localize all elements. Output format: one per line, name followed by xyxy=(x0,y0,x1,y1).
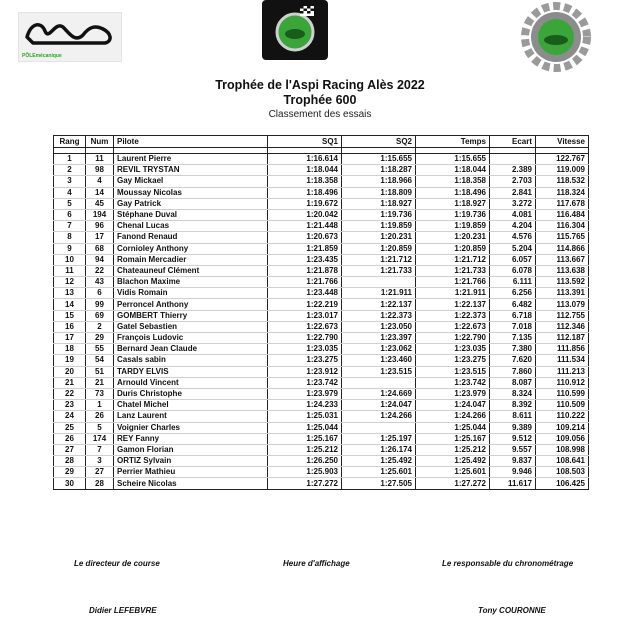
results-table xyxy=(53,135,589,490)
cell-pilote: Fanond Renaud xyxy=(114,232,268,243)
cell-temps: 1:24.047 xyxy=(416,400,490,411)
cell-pilote: Duris Christophe xyxy=(114,388,268,399)
cell-sq1: 1:23.275 xyxy=(268,355,342,366)
cell-vitesse: 108.998 xyxy=(536,444,589,455)
cell-sq1: 1:23.979 xyxy=(268,388,342,399)
cell-sq1: 1:25.031 xyxy=(268,411,342,422)
cell-num: 94 xyxy=(86,254,114,265)
cell-sq2: 1:27.505 xyxy=(342,478,416,489)
table-row xyxy=(54,355,589,366)
cell-num: 4 xyxy=(86,176,114,187)
cell-ecart: 11.617 xyxy=(490,478,536,489)
table-row xyxy=(54,366,589,377)
cell-vitesse: 106.425 xyxy=(536,478,589,489)
table-header-row xyxy=(54,136,589,148)
cell-vitesse: 112.346 xyxy=(536,321,589,332)
cell-sq1: 1:19.672 xyxy=(268,198,342,209)
cell-sq1: 1:20.042 xyxy=(268,209,342,220)
cell-temps: 1:21.712 xyxy=(416,254,490,265)
cell-rang: 23 xyxy=(54,400,86,411)
cell-ecart: 8.392 xyxy=(490,400,536,411)
cell-vitesse: 122.767 xyxy=(536,154,589,165)
cell-pilote: Gay Patrick xyxy=(114,198,268,209)
cell-rang: 28 xyxy=(54,456,86,467)
col-header-sq1: SQ1 xyxy=(268,136,342,148)
cell-sq1: 1:23.017 xyxy=(268,310,342,321)
cell-num: 194 xyxy=(86,209,114,220)
cell-sq1: 1:18.496 xyxy=(268,187,342,198)
cell-ecart: 4.081 xyxy=(490,209,536,220)
section-title: Classement des essais xyxy=(268,109,372,120)
cell-ecart: 2.703 xyxy=(490,176,536,187)
cell-pilote: Laurent Pierre xyxy=(114,154,268,165)
col-header-ecart: Ecart xyxy=(490,136,536,148)
cell-sq1: 1:21.448 xyxy=(268,221,342,232)
cell-pilote: ORTIZ Sylvain xyxy=(114,456,268,467)
table-row xyxy=(54,277,589,288)
cell-ecart: 9.512 xyxy=(490,433,536,444)
col-header-rang: Rang xyxy=(54,136,86,148)
table-row xyxy=(54,165,589,176)
cell-temps: 1:22.790 xyxy=(416,333,490,344)
cell-sq1: 1:23.912 xyxy=(268,366,342,377)
cell-sq2: 1:21.712 xyxy=(342,254,416,265)
cell-vitesse: 108.503 xyxy=(536,467,589,478)
cell-pilote: Cornioley Anthony xyxy=(114,243,268,254)
cell-sq2: 1:22.373 xyxy=(342,310,416,321)
cell-num: 98 xyxy=(86,165,114,176)
cell-num: 55 xyxy=(86,344,114,355)
table-row xyxy=(54,411,589,422)
cell-rang: 26 xyxy=(54,433,86,444)
cell-temps: 1:21.766 xyxy=(416,277,490,288)
cell-rang: 3 xyxy=(54,176,86,187)
cell-num: 2 xyxy=(86,321,114,332)
cell-ecart: 8.611 xyxy=(490,411,536,422)
cell-sq2 xyxy=(342,277,416,288)
cell-sq1: 1:21.859 xyxy=(268,243,342,254)
table-row xyxy=(54,388,589,399)
cell-rang: 21 xyxy=(54,377,86,388)
cell-sq1: 1:16.614 xyxy=(268,154,342,165)
cell-sq2: 1:23.397 xyxy=(342,333,416,344)
cell-rang: 12 xyxy=(54,277,86,288)
cell-num: 45 xyxy=(86,198,114,209)
cell-pilote: REVIL TRYSTAN xyxy=(114,165,268,176)
cell-sq2: 1:25.197 xyxy=(342,433,416,444)
cell-sq1: 1:23.742 xyxy=(268,377,342,388)
cell-num: 3 xyxy=(86,456,114,467)
track-outline-icon xyxy=(23,17,117,49)
cell-sq1: 1:23.435 xyxy=(268,254,342,265)
cell-ecart: 7.135 xyxy=(490,333,536,344)
cell-sq2 xyxy=(342,377,416,388)
col-header-vitesse: Vitesse xyxy=(536,136,589,148)
cell-sq2: 1:24.266 xyxy=(342,411,416,422)
cell-ecart: 7.620 xyxy=(490,355,536,366)
cell-pilote: Voignier Charles xyxy=(114,422,268,433)
gear-icon xyxy=(521,2,591,72)
cell-pilote: Casals sabin xyxy=(114,355,268,366)
cell-num: 22 xyxy=(86,265,114,276)
cell-pilote: Gamon Florian xyxy=(114,444,268,455)
cell-sq1: 1:20.673 xyxy=(268,232,342,243)
cell-rang: 17 xyxy=(54,333,86,344)
cell-num: 174 xyxy=(86,433,114,444)
cell-sq1: 1:25.903 xyxy=(268,467,342,478)
cell-sq2: 1:18.287 xyxy=(342,165,416,176)
cell-ecart: 6.111 xyxy=(490,277,536,288)
cell-ecart: 9.557 xyxy=(490,444,536,455)
cell-sq2: 1:25.492 xyxy=(342,456,416,467)
cell-pilote: Chateauneuf Clément xyxy=(114,265,268,276)
cell-sq1: 1:25.044 xyxy=(268,422,342,433)
cell-rang: 2 xyxy=(54,165,86,176)
cell-num: 54 xyxy=(86,355,114,366)
cell-sq2: 1:23.050 xyxy=(342,321,416,332)
cell-sq2: 1:18.809 xyxy=(342,187,416,198)
cell-vitesse: 113.079 xyxy=(536,299,589,310)
cell-sq1: 1:23.035 xyxy=(268,344,342,355)
cell-sq2: 1:20.859 xyxy=(342,243,416,254)
table-row xyxy=(54,288,589,299)
cell-pilote: Gatel Sebastien xyxy=(114,321,268,332)
cell-ecart: 6.256 xyxy=(490,288,536,299)
cell-vitesse: 119.009 xyxy=(536,165,589,176)
cell-temps: 1:25.601 xyxy=(416,467,490,478)
cell-temps: 1:20.231 xyxy=(416,232,490,243)
cell-temps: 1:21.911 xyxy=(416,288,490,299)
cell-rang: 7 xyxy=(54,221,86,232)
cell-ecart: 8.087 xyxy=(490,377,536,388)
cell-temps: 1:22.673 xyxy=(416,321,490,332)
cell-sq2: 1:19.859 xyxy=(342,221,416,232)
cell-sq2: 1:24.047 xyxy=(342,400,416,411)
cell-rang: 9 xyxy=(54,243,86,254)
col-header-pilote: Pilote xyxy=(114,136,268,148)
table-row xyxy=(54,467,589,478)
cell-sq2: 1:21.911 xyxy=(342,288,416,299)
cell-temps: 1:23.275 xyxy=(416,355,490,366)
cell-rang: 6 xyxy=(54,209,86,220)
cell-temps: 1:22.137 xyxy=(416,299,490,310)
table-row xyxy=(54,176,589,187)
cell-rang: 29 xyxy=(54,467,86,478)
cell-pilote: Gay Mickael xyxy=(114,176,268,187)
cell-sq2: 1:23.515 xyxy=(342,366,416,377)
cell-num: 26 xyxy=(86,411,114,422)
cell-rang: 1 xyxy=(54,154,86,165)
cell-sq1: 1:24.233 xyxy=(268,400,342,411)
cell-sq1: 1:21.878 xyxy=(268,265,342,276)
cell-temps: 1:23.515 xyxy=(416,366,490,377)
cell-vitesse: 116.304 xyxy=(536,221,589,232)
cell-vitesse: 110.912 xyxy=(536,377,589,388)
cell-vitesse: 112.187 xyxy=(536,333,589,344)
cell-ecart: 7.860 xyxy=(490,366,536,377)
table-row xyxy=(54,265,589,276)
signature-director: Didier LEFEBVRE xyxy=(89,606,157,615)
col-header-temps: Temps xyxy=(416,136,490,148)
cell-vitesse: 109.056 xyxy=(536,433,589,444)
cell-num: 21 xyxy=(86,377,114,388)
cell-vitesse: 110.222 xyxy=(536,411,589,422)
cell-ecart: 4.204 xyxy=(490,221,536,232)
footer-posting-time-label: Heure d'affichage xyxy=(283,559,350,568)
footer-timing-manager-label: Le responsable du chronométrage xyxy=(442,559,574,568)
col-header-num: Num xyxy=(86,136,114,148)
cell-ecart: 6.482 xyxy=(490,299,536,310)
cell-pilote: Blachon Maxime xyxy=(114,277,268,288)
cell-temps: 1:25.492 xyxy=(416,456,490,467)
cell-vitesse: 113.667 xyxy=(536,254,589,265)
cell-rang: 14 xyxy=(54,299,86,310)
cell-rang: 18 xyxy=(54,344,86,355)
document-title: Trophée de l'Aspi Racing Alès 2022 xyxy=(215,78,425,92)
cell-vitesse: 109.214 xyxy=(536,422,589,433)
cell-temps: 1:15.655 xyxy=(416,154,490,165)
cell-sq2: 1:18.927 xyxy=(342,198,416,209)
cell-num: 27 xyxy=(86,467,114,478)
table-row xyxy=(54,232,589,243)
cell-temps: 1:23.742 xyxy=(416,377,490,388)
cell-ecart: 6.078 xyxy=(490,265,536,276)
table-row xyxy=(54,187,589,198)
cell-temps: 1:18.044 xyxy=(416,165,490,176)
cell-rang: 30 xyxy=(54,478,86,489)
cell-sq1: 1:22.219 xyxy=(268,299,342,310)
logo-tag: PÔLEmécanique xyxy=(22,53,62,59)
table-row xyxy=(54,377,589,388)
col-header-sq2: SQ2 xyxy=(342,136,416,148)
cell-rang: 15 xyxy=(54,310,86,321)
cell-ecart: 9.946 xyxy=(490,467,536,478)
cell-sq2: 1:24.669 xyxy=(342,388,416,399)
cell-pilote: REY Fanny xyxy=(114,433,268,444)
cell-sq2 xyxy=(342,422,416,433)
cell-ecart: 3.272 xyxy=(490,198,536,209)
document-header xyxy=(0,78,640,121)
table-row xyxy=(54,321,589,332)
cell-sq1: 1:26.250 xyxy=(268,456,342,467)
table-row xyxy=(54,209,589,220)
cell-pilote: Vidis Romain xyxy=(114,288,268,299)
racing-emblem-icon xyxy=(262,0,328,60)
circuit-logo xyxy=(18,12,122,62)
cell-pilote: François Ludovic xyxy=(114,333,268,344)
cell-sq1: 1:18.044 xyxy=(268,165,342,176)
cell-sq1: 1:22.673 xyxy=(268,321,342,332)
cell-sq2: 1:25.601 xyxy=(342,467,416,478)
cell-num: 96 xyxy=(86,221,114,232)
cell-ecart: 9.389 xyxy=(490,422,536,433)
cell-pilote: Perrier Mathieu xyxy=(114,467,268,478)
cell-vitesse: 111.856 xyxy=(536,344,589,355)
table-row xyxy=(54,444,589,455)
cell-pilote: Chenal Lucas xyxy=(114,221,268,232)
table-row xyxy=(54,478,589,489)
cell-ecart: 2.389 xyxy=(490,165,536,176)
footer-director-label: Le directeur de course xyxy=(74,559,160,568)
cell-temps: 1:24.266 xyxy=(416,411,490,422)
cell-temps: 1:19.736 xyxy=(416,209,490,220)
table-row xyxy=(54,198,589,209)
cell-sq1: 1:23.448 xyxy=(268,288,342,299)
table-row xyxy=(54,310,589,321)
cell-pilote: Bernard Jean Claude xyxy=(114,344,268,355)
cell-temps: 1:18.358 xyxy=(416,176,490,187)
cell-temps: 1:25.167 xyxy=(416,433,490,444)
table-row xyxy=(54,333,589,344)
cell-vitesse: 116.484 xyxy=(536,209,589,220)
cell-temps: 1:18.927 xyxy=(416,198,490,209)
cell-num: 51 xyxy=(86,366,114,377)
cell-num: 1 xyxy=(86,400,114,411)
table-row xyxy=(54,154,589,165)
cell-ecart: 4.576 xyxy=(490,232,536,243)
cell-ecart: 8.324 xyxy=(490,388,536,399)
cell-sq1: 1:25.167 xyxy=(268,433,342,444)
cell-temps: 1:22.373 xyxy=(416,310,490,321)
cell-num: 17 xyxy=(86,232,114,243)
cell-vitesse: 114.866 xyxy=(536,243,589,254)
cell-vitesse: 111.213 xyxy=(536,366,589,377)
cell-pilote: Perroncel Anthony xyxy=(114,299,268,310)
cell-pilote: Chatel Michel xyxy=(114,400,268,411)
cell-rang: 25 xyxy=(54,422,86,433)
cell-temps: 1:23.979 xyxy=(416,388,490,399)
cell-temps: 1:25.212 xyxy=(416,444,490,455)
cell-vitesse: 113.638 xyxy=(536,265,589,276)
cell-rang: 19 xyxy=(54,355,86,366)
cell-vitesse: 111.534 xyxy=(536,355,589,366)
cell-num: 14 xyxy=(86,187,114,198)
cell-rang: 5 xyxy=(54,198,86,209)
cell-vitesse: 118.324 xyxy=(536,187,589,198)
table-row xyxy=(54,456,589,467)
cell-rang: 13 xyxy=(54,288,86,299)
table-row xyxy=(54,400,589,411)
cell-temps: 1:23.035 xyxy=(416,344,490,355)
cell-rang: 4 xyxy=(54,187,86,198)
cell-sq2: 1:23.062 xyxy=(342,344,416,355)
cell-num: 5 xyxy=(86,422,114,433)
cell-ecart: 7.380 xyxy=(490,344,536,355)
cell-pilote: Arnould Vincent xyxy=(114,377,268,388)
cell-rang: 16 xyxy=(54,321,86,332)
cell-ecart: 9.837 xyxy=(490,456,536,467)
table-row xyxy=(54,433,589,444)
cell-num: 6 xyxy=(86,288,114,299)
cell-vitesse: 113.391 xyxy=(536,288,589,299)
cell-vitesse: 118.532 xyxy=(536,176,589,187)
cell-sq1: 1:21.766 xyxy=(268,277,342,288)
cell-vitesse: 117.678 xyxy=(536,198,589,209)
cell-sq2: 1:23.460 xyxy=(342,355,416,366)
cell-vitesse: 110.599 xyxy=(536,388,589,399)
cell-rang: 20 xyxy=(54,366,86,377)
cell-vitesse: 115.765 xyxy=(536,232,589,243)
cell-num: 68 xyxy=(86,243,114,254)
cell-sq2: 1:21.733 xyxy=(342,265,416,276)
cell-sq1: 1:27.272 xyxy=(268,478,342,489)
cell-pilote: GOMBERT Thierry xyxy=(114,310,268,321)
document-subtitle: Trophée 600 xyxy=(283,93,357,107)
cell-pilote: Romain Mercadier xyxy=(114,254,268,265)
cell-ecart: 6.057 xyxy=(490,254,536,265)
cell-num: 28 xyxy=(86,478,114,489)
cell-sq2: 1:20.231 xyxy=(342,232,416,243)
cell-rang: 22 xyxy=(54,388,86,399)
cell-sq2: 1:26.174 xyxy=(342,444,416,455)
aspi-racing-gear-logo xyxy=(521,2,591,72)
cell-sq1: 1:25.212 xyxy=(268,444,342,455)
table-row xyxy=(54,344,589,355)
cell-sq2: 1:19.736 xyxy=(342,209,416,220)
table-row xyxy=(54,254,589,265)
table-row xyxy=(54,299,589,310)
cell-pilote: Moussay Nicolas xyxy=(114,187,268,198)
cell-ecart: 2.841 xyxy=(490,187,536,198)
cell-sq1: 1:18.358 xyxy=(268,176,342,187)
cell-num: 7 xyxy=(86,444,114,455)
cell-pilote: Stéphane Duval xyxy=(114,209,268,220)
cell-pilote: Scheire Nicolas xyxy=(114,478,268,489)
aspi-racing-logo xyxy=(262,0,328,60)
cell-temps: 1:25.044 xyxy=(416,422,490,433)
cell-vitesse: 108.641 xyxy=(536,456,589,467)
cell-pilote: Lanz Laurent xyxy=(114,411,268,422)
cell-num: 73 xyxy=(86,388,114,399)
cell-num: 29 xyxy=(86,333,114,344)
cell-ecart: 7.018 xyxy=(490,321,536,332)
cell-temps: 1:20.859 xyxy=(416,243,490,254)
cell-vitesse: 113.592 xyxy=(536,277,589,288)
cell-ecart: 6.718 xyxy=(490,310,536,321)
table-row xyxy=(54,221,589,232)
signature-timing-manager: Tony COURONNE xyxy=(478,606,546,615)
cell-num: 69 xyxy=(86,310,114,321)
cell-temps: 1:27.272 xyxy=(416,478,490,489)
cell-rang: 8 xyxy=(54,232,86,243)
table-row xyxy=(54,243,589,254)
cell-temps: 1:21.733 xyxy=(416,265,490,276)
cell-rang: 27 xyxy=(54,444,86,455)
cell-num: 11 xyxy=(86,154,114,165)
cell-rang: 11 xyxy=(54,265,86,276)
cell-num: 43 xyxy=(86,277,114,288)
cell-vitesse: 112.755 xyxy=(536,310,589,321)
cell-sq2: 1:15.655 xyxy=(342,154,416,165)
cell-ecart: 5.204 xyxy=(490,243,536,254)
cell-rang: 24 xyxy=(54,411,86,422)
cell-vitesse: 110.509 xyxy=(536,400,589,411)
cell-temps: 1:18.496 xyxy=(416,187,490,198)
cell-sq2: 1:22.137 xyxy=(342,299,416,310)
cell-sq2: 1:18.966 xyxy=(342,176,416,187)
cell-temps: 1:19.859 xyxy=(416,221,490,232)
cell-sq1: 1:22.790 xyxy=(268,333,342,344)
cell-ecart xyxy=(490,154,536,165)
cell-rang: 10 xyxy=(54,254,86,265)
cell-num: 99 xyxy=(86,299,114,310)
cell-pilote: TARDY ELVIS xyxy=(114,366,268,377)
table-row xyxy=(54,422,589,433)
